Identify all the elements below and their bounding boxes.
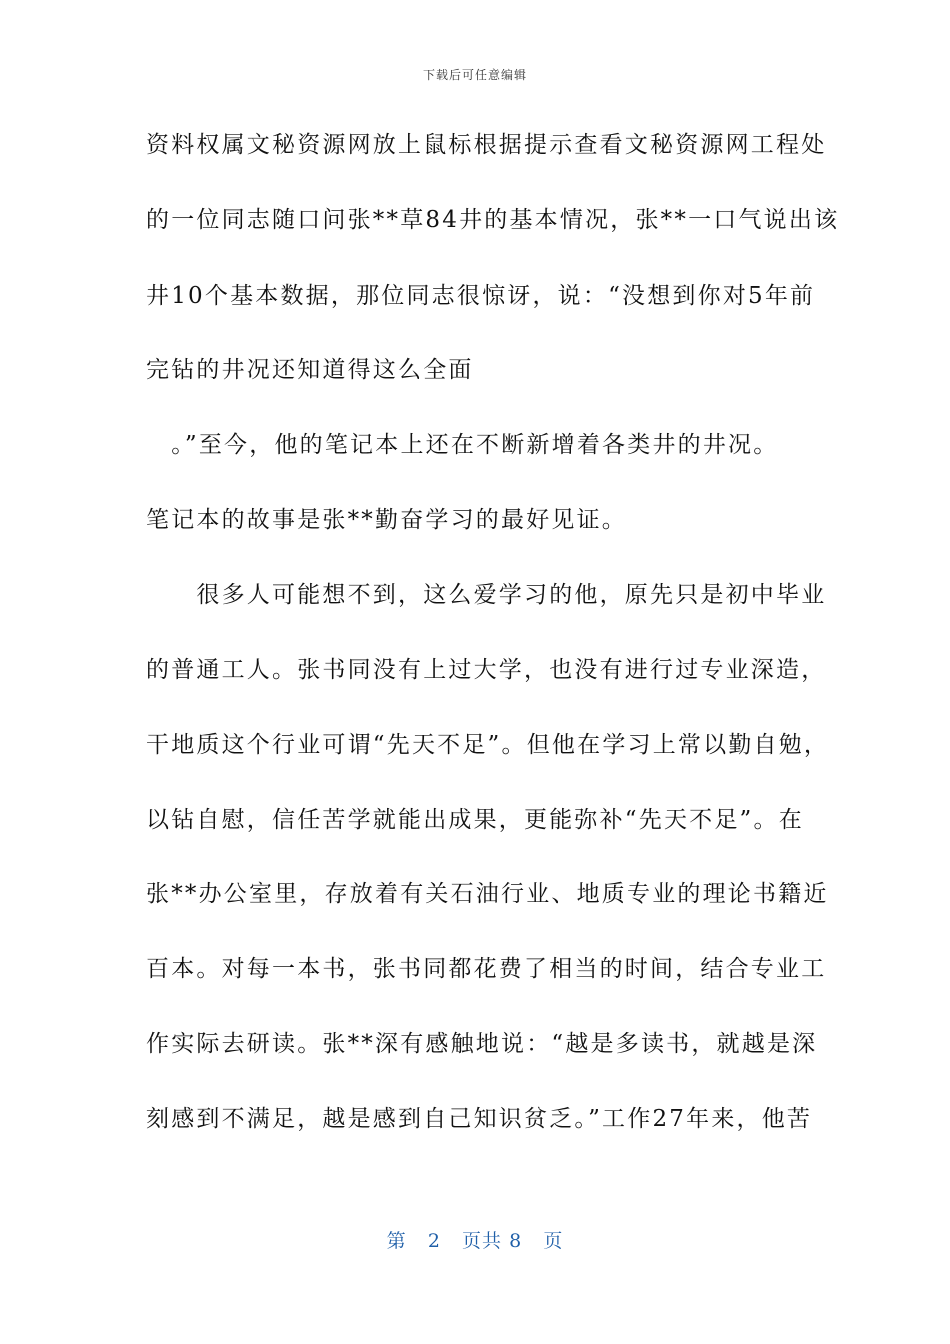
text-line: 完钻的井况还知道得这么全面 <box>146 357 474 383</box>
text-line: 笔记本的故事是张**勤奋学习的最好见证。 <box>146 507 627 533</box>
page-prefix: 第 <box>386 1230 407 1252</box>
text-line: 。”至今，他的笔记本上还在不断新增着各类井的井况。 <box>146 432 779 458</box>
text-line: 井10个基本数据，那位同志很惊讶，说：“没想到你对5年前 <box>146 283 816 309</box>
page-suffix: 页 <box>543 1230 564 1252</box>
text-line: 作实际去研读。张**深有感触地说：“越是多读书，就越是深 <box>146 1031 818 1057</box>
page-total: 8 <box>509 1230 523 1252</box>
text-line: 张**办公室里，存放着有关石油行业、地质专业的理论书籍近 <box>146 881 829 907</box>
page-footer <box>0 1226 950 1253</box>
text-line: 很多人可能想不到，这么爱学习的他，原先只是初中毕业 <box>146 582 827 608</box>
text-line: 资料权属文秘资源网放上鼠标根据提示查看文秘资源网工程处 <box>146 132 827 158</box>
header-note: 下载后可任意编辑 <box>422 68 527 82</box>
page-number: 2 <box>427 1230 441 1252</box>
text-line: 百本。对每一本书，张书同都花费了相当的时间，结合专业工 <box>146 956 827 982</box>
text-line: 干地质这个行业可谓“先天不足”。但他在学习上常以勤自勉， <box>146 732 830 758</box>
text-line: 以钻自慰，信任苦学就能出成果，更能弥补“先天不足”。在 <box>146 807 804 833</box>
text-line: 刻感到不满足，越是感到自己知识贫乏。”工作27年来，他苦 <box>146 1106 813 1132</box>
text-line: 的普通工人。张书同没有上过大学，也没有进行过专业深造， <box>146 657 827 683</box>
page-middle: 页共 <box>462 1230 503 1252</box>
text-line: 的一位同志随口问张**草84井的基本情况，张**一口气说出该 <box>146 207 840 233</box>
